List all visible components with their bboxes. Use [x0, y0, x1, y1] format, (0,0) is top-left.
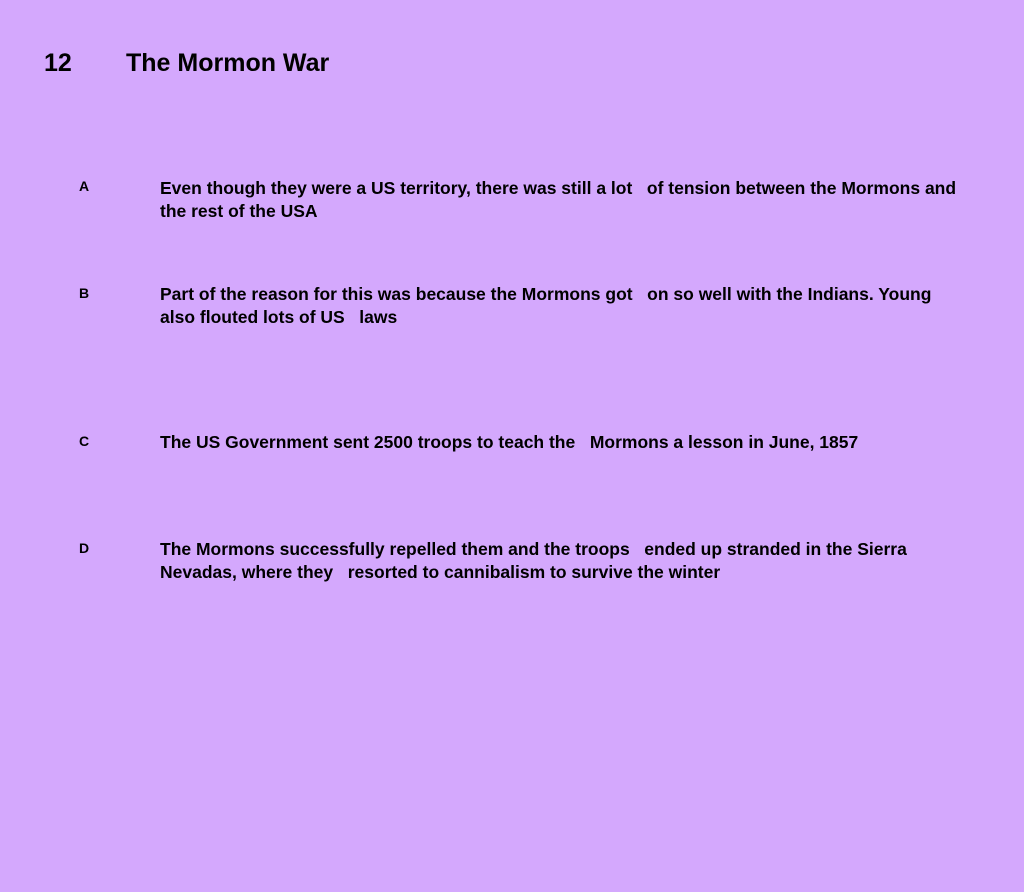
item-text-b: Part of the reason for this was because the Mormons got on so well with the Indians. Young also flouted lots of US laws	[160, 284, 937, 327]
item-letter-d: D	[79, 540, 90, 556]
slide-title: The Mormon War	[126, 49, 330, 77]
item-text-c: The US Government sent 2500 troops to teach the Mormons a lesson in June, 1857	[160, 432, 859, 452]
item-letter-b: B	[79, 285, 90, 301]
item-text-d: The Mormons successfully repelled them and the troops ended up stranded in the Sierra Nevadas, where they resorted to cannibalism to survive the winter	[160, 539, 912, 582]
item-letter-c: C	[79, 433, 90, 449]
item-text-a: Even though they were a US territory, there was still a lot of tension between the Mormons and the rest of the USA	[160, 178, 961, 221]
item-letter-a: A	[79, 178, 90, 194]
slide-number: 12	[44, 49, 72, 77]
